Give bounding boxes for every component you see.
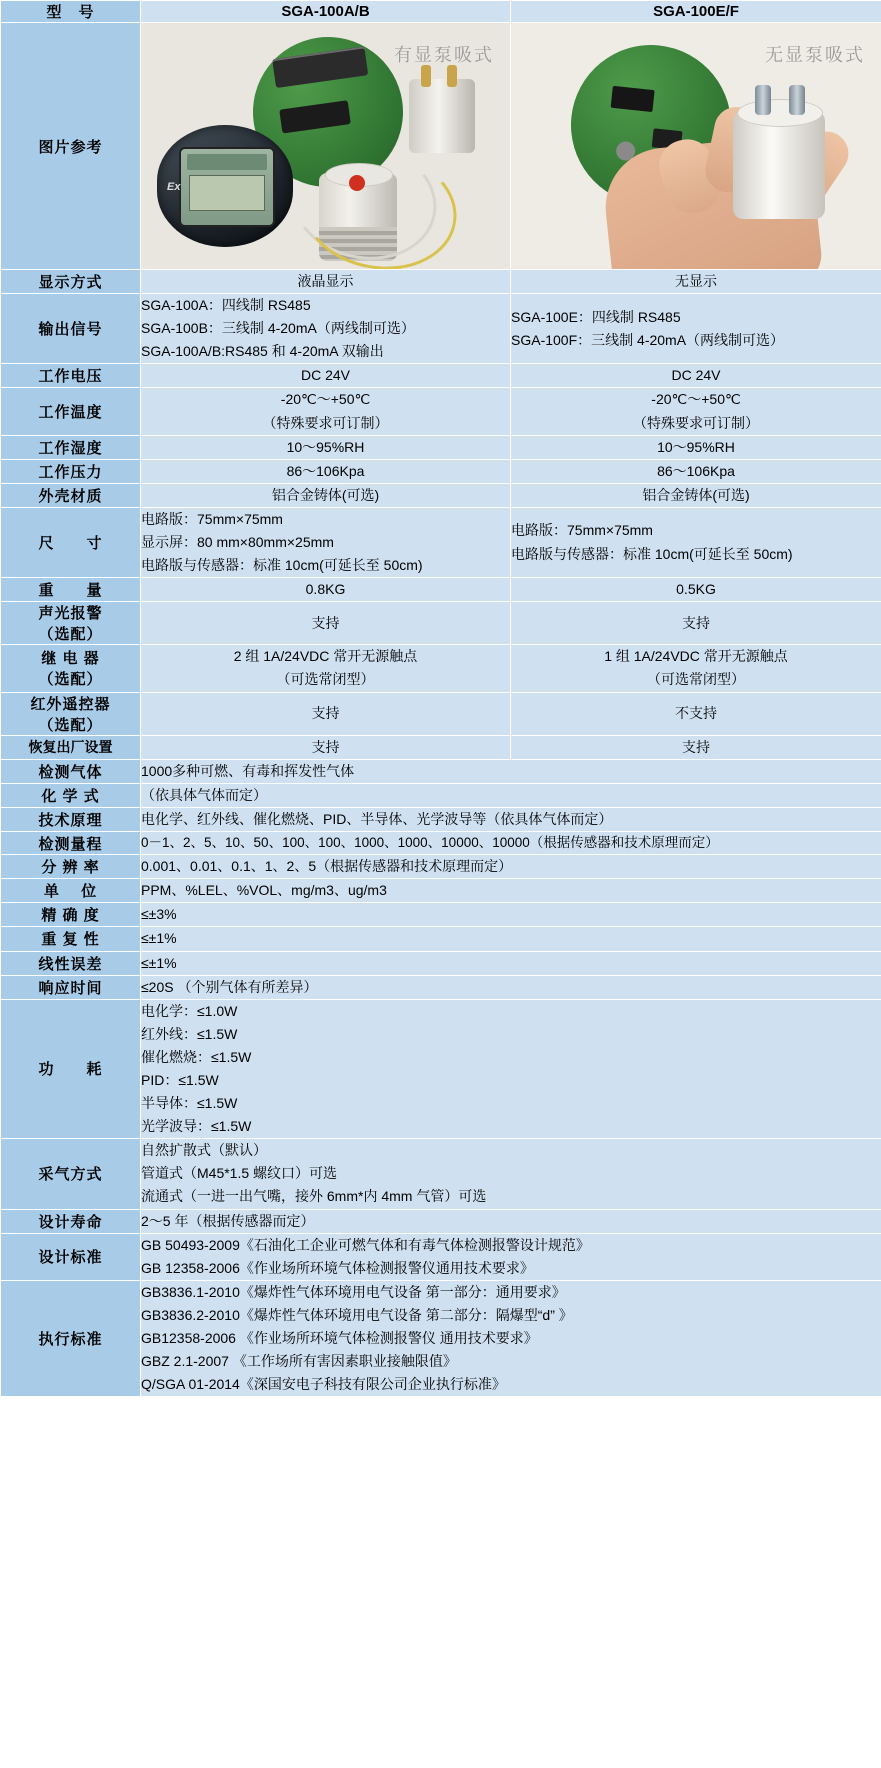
value-line: （特殊要求可订制） — [633, 414, 759, 431]
row-value-a — [141, 294, 511, 364]
row-value-a — [141, 435, 511, 459]
value-line: 显示屏：80 mm×80mm×25mm — [141, 534, 334, 551]
row-value-span — [141, 903, 881, 927]
value-line: SGA-100A：四线制 RS485 — [141, 297, 311, 314]
table-row — [1, 1139, 881, 1209]
table-row — [1, 602, 881, 645]
row-value-e — [511, 602, 881, 645]
value-line: ≤±3% — [141, 906, 177, 923]
table-row — [1, 855, 881, 879]
row-label: 重 量 — [1, 578, 141, 602]
table-row — [1, 1233, 881, 1280]
header-col-e: SGA-100E/F — [511, 1, 881, 23]
row-value-span — [141, 855, 881, 879]
row-value-a — [141, 270, 511, 294]
photo-cell-e — [511, 23, 881, 270]
row-value-e — [511, 692, 881, 735]
value-line: DC 24V — [300, 367, 351, 384]
value-line: PPM、%LEL、%VOL、mg/m3、ug/m3 — [141, 882, 387, 899]
row-value-e — [511, 578, 881, 602]
lcd-screen — [189, 175, 265, 211]
row-value-span — [141, 999, 881, 1139]
value-line: 支持 — [311, 704, 340, 721]
table-row — [1, 459, 881, 483]
table-row — [1, 783, 881, 807]
row-label: 线性误差 — [1, 951, 141, 975]
value-line: 自然扩散式（默认） — [141, 1142, 267, 1159]
row-value-a — [141, 578, 511, 602]
value-line: 电路版与传感器：标准 10cm(可延长至 50cm) — [141, 557, 423, 574]
header-label-model: 型 号 — [1, 1, 141, 23]
gas-nozzle-icon — [789, 85, 805, 115]
row-label: 执行标准 — [1, 1280, 141, 1396]
row-value-a — [141, 692, 511, 735]
row-label: 设计标准 — [1, 1233, 141, 1280]
table-row — [1, 483, 881, 507]
value-line: 流通式（一进一出气嘴，接外 6mm*内 4mm 气管）可选 — [141, 1188, 487, 1205]
table-row — [1, 507, 881, 577]
row-label-main: 声光报警 — [38, 605, 103, 623]
photo-caption-e: 无显泵吸式 — [765, 45, 865, 65]
row-value-e — [511, 364, 881, 388]
row-label: 工作压力 — [1, 459, 141, 483]
value-line: GB 50493-2009《石油化工企业可燃气体和有毒气体检测报警设计规范》 — [141, 1236, 590, 1253]
value-line: 铝合金铸体(可选) — [642, 486, 750, 503]
row-value-a — [141, 364, 511, 388]
value-line: SGA-100E：四线制 RS485 — [511, 308, 681, 325]
row-label: 恢复出厂设置 — [1, 735, 141, 759]
row-label-main: 红外遥控器 — [30, 695, 111, 713]
table-row — [1, 578, 881, 602]
value-line: ≤20S （个别气体有所差异） — [141, 978, 318, 995]
value-line: 催化燃烧：≤1.5W — [141, 1048, 252, 1065]
chip-icon — [611, 86, 655, 113]
value-line: 1 组 1A/24VDC 常开无源触点 — [604, 648, 788, 665]
value-line: 不支持 — [675, 704, 717, 721]
table-row — [1, 951, 881, 975]
table-row — [1, 692, 881, 735]
value-line: 0.8KG — [305, 581, 346, 598]
row-label: 检测量程 — [1, 831, 141, 854]
value-line: 电化学、红外线、催化燃烧、PID、半导体、光学波导等（依具体气体而定） — [141, 810, 613, 827]
row-label: 输出信号 — [1, 294, 141, 364]
value-line: （可选常闭型） — [647, 671, 745, 688]
row-label: 响应时间 — [1, 975, 141, 999]
row-value-a — [141, 735, 511, 759]
row-value-span — [141, 783, 881, 807]
table-row — [1, 364, 881, 388]
row-value-span — [141, 1280, 881, 1396]
value-line: （可选常闭型） — [276, 671, 375, 688]
table-row — [1, 759, 881, 783]
row-value-span — [141, 975, 881, 999]
photo-cell-a — [141, 23, 511, 270]
row-label-sub: （选配） — [38, 716, 103, 734]
table-row-photo — [1, 23, 881, 270]
value-line: Q/SGA 01-2014《深国安电子科技有限公司企业执行标准》 — [141, 1376, 506, 1393]
row-label: 尺 寸 — [1, 507, 141, 577]
value-line: 红外线：≤1.5W — [141, 1025, 238, 1042]
table-row — [1, 975, 881, 999]
value-line: 光学波导：≤1.5W — [141, 1118, 252, 1135]
value-line: 支持 — [311, 738, 340, 755]
value-line: 1000多种可燃、有毒和挥发性气体 — [141, 762, 355, 779]
row-value-span — [141, 1139, 881, 1209]
row-label: 重 复 性 — [1, 927, 141, 951]
display-meter-icon — [157, 125, 293, 247]
probe-icon — [409, 79, 475, 153]
row-value-a — [141, 388, 511, 435]
value-line: 2～5 年（根据传感器而定） — [141, 1212, 315, 1229]
row-value-span — [141, 831, 881, 854]
row-value-e — [511, 459, 881, 483]
table-row — [1, 735, 881, 759]
table-row — [1, 831, 881, 854]
row-value-e — [511, 294, 881, 364]
row-value-span — [141, 927, 881, 951]
row-label: 功 耗 — [1, 999, 141, 1139]
value-line: 10～95%RH — [286, 438, 365, 455]
value-line: 铝合金铸体(可选) — [271, 486, 380, 503]
row-label: 技术原理 — [1, 807, 141, 831]
row-label: 检测气体 — [1, 759, 141, 783]
row-value-e — [511, 735, 881, 759]
table-row — [1, 927, 881, 951]
row-label: 外壳材质 — [1, 483, 141, 507]
value-line: GB12358-2006 《作业场所环境气体检测报警仪 通用技术要求》 — [141, 1330, 538, 1347]
row-label: 工作湿度 — [1, 435, 141, 459]
value-line: 支持 — [682, 738, 710, 755]
value-line: -20℃～+50℃ — [651, 391, 741, 408]
row-label — [1, 692, 141, 735]
row-label-main: 继 电 器 — [41, 650, 100, 668]
value-line: ≤±1% — [141, 930, 177, 947]
row-value-span — [141, 951, 881, 975]
row-value-span — [141, 1233, 881, 1280]
row-value-span — [141, 1209, 881, 1233]
value-line: GB3836.2-2010《爆炸性气体环境用电气设备 第二部分：隔爆型“d” 》 — [141, 1306, 573, 1323]
value-line: 电化学：≤1.0W — [141, 1002, 238, 1019]
row-value-e — [511, 507, 881, 577]
value-line: 0.001、0.01、0.1、1、2、5（根据传感器和技术原理而定） — [141, 858, 513, 875]
table-row — [1, 294, 881, 364]
row-label-sub: （选配） — [38, 626, 103, 644]
value-line: ≤±1% — [141, 954, 177, 971]
value-line: GBZ 2.1-2007 《工作场所有害因素职业接触限值》 — [141, 1353, 457, 1370]
row-label: 分 辨 率 — [1, 855, 141, 879]
row-value-a — [141, 602, 511, 645]
row-value-e — [511, 483, 881, 507]
row-label: 显示方式 — [1, 270, 141, 294]
value-line: SGA-100A/B:RS485 和 4-20mA 双输出 — [141, 343, 384, 360]
value-line: （依具体气体而定） — [141, 786, 267, 803]
meter-face — [179, 147, 275, 227]
row-label: 设计寿命 — [1, 1209, 141, 1233]
meter-top-strip — [187, 154, 267, 170]
pump-sensor-icon — [733, 111, 825, 219]
ex-marking: Ex — [167, 181, 181, 193]
row-value-span — [141, 879, 881, 903]
row-label: 精 确 度 — [1, 903, 141, 927]
value-line: SGA-100B：三线制 4-20mA（两线制可选） — [141, 320, 415, 337]
table-row — [1, 999, 881, 1139]
value-line: PID：≤1.5W — [141, 1071, 219, 1088]
table-row — [1, 1280, 881, 1396]
value-line: 无显示 — [675, 273, 717, 289]
row-label: 化 学 式 — [1, 783, 141, 807]
row-value-a — [141, 483, 511, 507]
value-line: 86～106Kpa — [657, 462, 735, 479]
value-line: 2 组 1A/24VDC 常开无源触点 — [233, 648, 418, 665]
row-value-a — [141, 645, 511, 692]
row-label-sub: （选配） — [38, 671, 103, 689]
value-line: 0－1、2、5、10、50、100、100、1000、1000、10000、10000（根据传感器和技术原理而定） — [141, 834, 719, 850]
row-label — [1, 602, 141, 645]
table-header-row — [1, 1, 881, 23]
value-line: 管道式（M45*1.5 螺纹口）可选 — [141, 1165, 338, 1182]
row-label: 工作温度 — [1, 388, 141, 435]
row-label — [1, 645, 141, 692]
table-row — [1, 903, 881, 927]
value-line: 支持 — [311, 614, 340, 631]
value-line: （特殊要求可订制） — [262, 414, 389, 431]
value-line: 0.5KG — [676, 581, 716, 598]
value-line: 电路版：75mm×75mm — [511, 522, 653, 539]
value-line: 10～95%RH — [657, 438, 735, 455]
value-line: GB 12358-2006《作业场所环境气体检测报警仪通用技术要求》 — [141, 1259, 534, 1276]
photo-a — [141, 23, 510, 269]
value-line: 电路版：75mm×75mm — [141, 510, 283, 527]
table-row — [1, 435, 881, 459]
row-label: 单 位 — [1, 879, 141, 903]
row-label: 工作电压 — [1, 364, 141, 388]
row-value-e — [511, 388, 881, 435]
connector-icon — [272, 46, 368, 87]
row-value-a — [141, 459, 511, 483]
value-line: 86～106Kpa — [286, 462, 365, 479]
table-row — [1, 270, 881, 294]
table-row — [1, 645, 881, 692]
table-row — [1, 879, 881, 903]
gas-nozzle-icon — [755, 85, 771, 115]
row-value-e — [511, 270, 881, 294]
value-line: -20℃～+50℃ — [280, 391, 371, 408]
table-row — [1, 388, 881, 435]
value-line: 电路版与传感器：标准 10cm(可延长至 50cm) — [511, 545, 793, 562]
row-value-a — [141, 507, 511, 577]
value-line: 液晶显示 — [297, 273, 354, 289]
header-col-a: SGA-100A/B — [141, 1, 511, 23]
row-value-e — [511, 435, 881, 459]
row-value-span — [141, 759, 881, 783]
row-value-e — [511, 645, 881, 692]
row-value-span — [141, 807, 881, 831]
photo-e — [511, 23, 881, 269]
row-label: 采气方式 — [1, 1139, 141, 1209]
value-line: GB3836.1-2010《爆炸性气体环境用电气设备 第一部分：通用要求》 — [141, 1283, 566, 1300]
photo-caption-a: 有显泵吸式 — [394, 45, 494, 65]
value-line: DC 24V — [671, 367, 721, 384]
value-line: 支持 — [682, 614, 710, 631]
value-line: SGA-100F：三线制 4-20mA（两线制可选） — [511, 331, 785, 348]
table-row — [1, 1209, 881, 1233]
row-label-photo: 图片参考 — [1, 23, 141, 270]
table-row — [1, 807, 881, 831]
value-line: 半导体：≤1.5W — [141, 1095, 238, 1112]
